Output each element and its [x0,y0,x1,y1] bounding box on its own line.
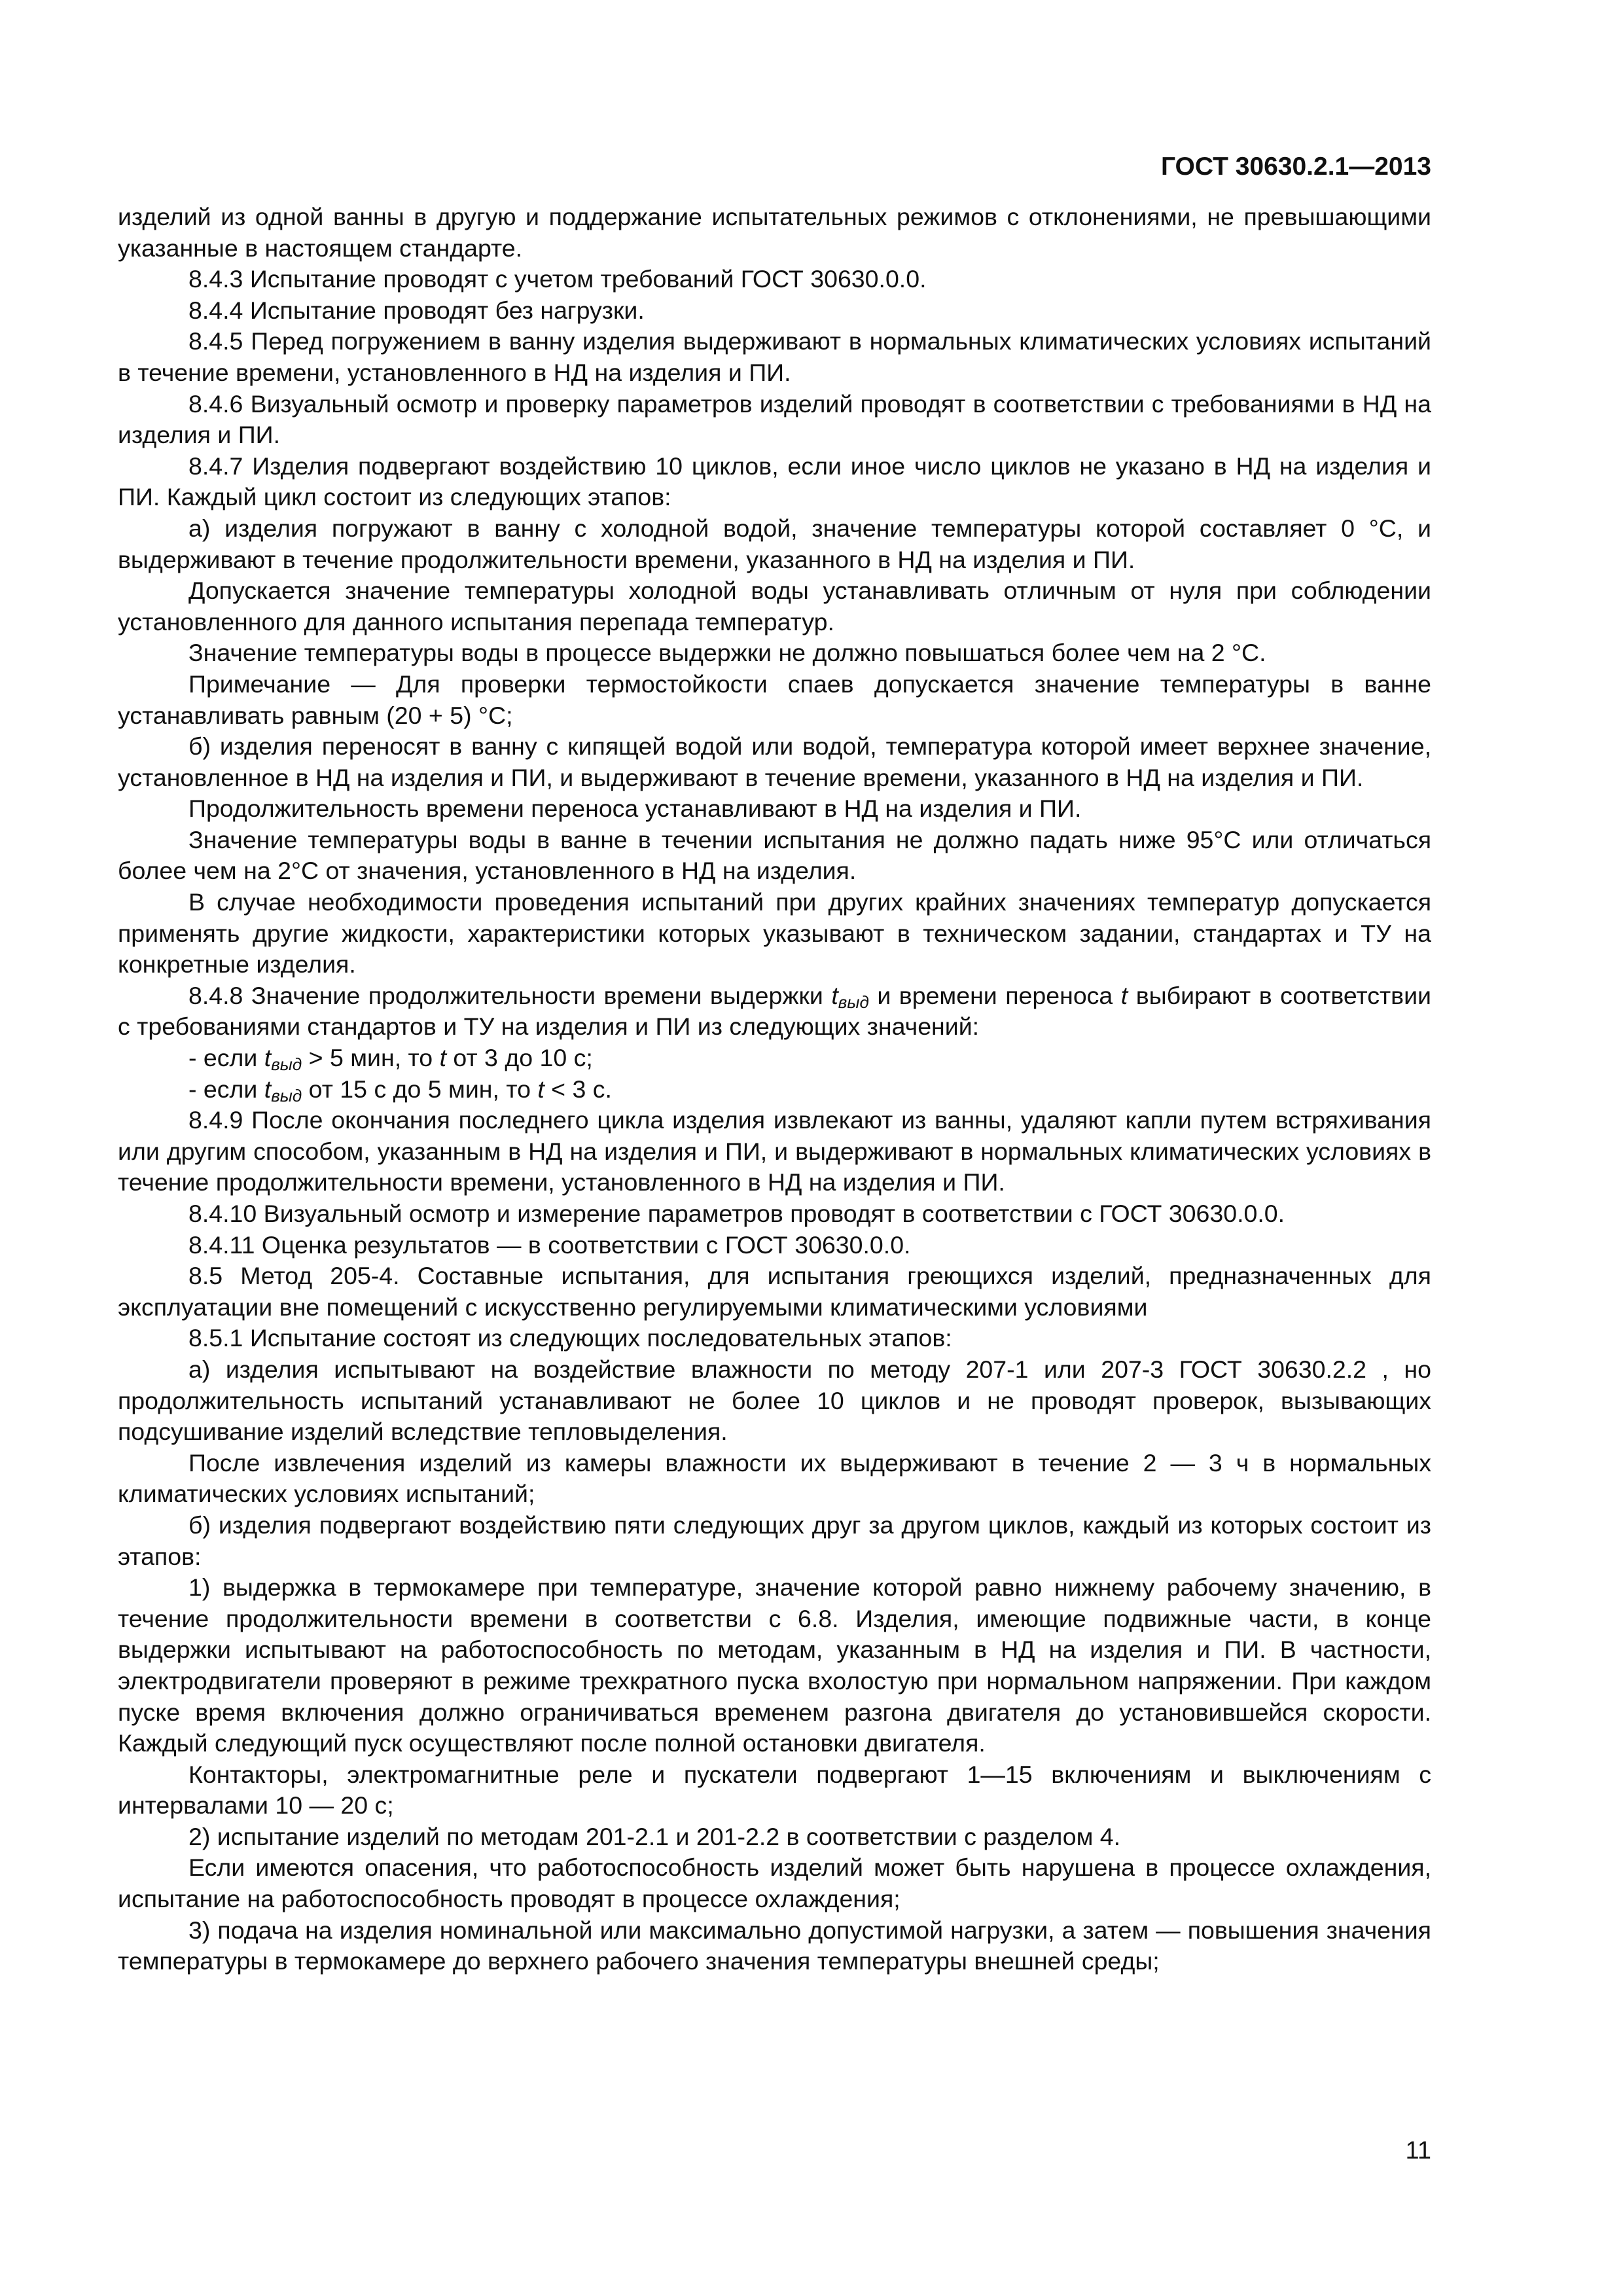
text-segment: и времени переноса [868,981,1121,1009]
variable-t: t [439,1044,447,1072]
paragraph: 2) испытание изделий по методам 201-2.1 и 201-2.2 в соответствии с разделом 4. [188,1822,1121,1850]
paragraph: Значение температуры воды в ванне в течении испытания не должно падать ниже 95°С или отличаться более чем на 2°С от значения, установленного в НД на изделия. [118,825,1431,885]
paragraph: 8.5 Метод 205-4. Составные испытания, для испытания греющихся изделий, предназначенных для эксплуатации вне помещений с искусственно регулируемыми климатическими условиями [118,1262,1431,1321]
paragraph: После извлечения изделий из камеры влажности их выдерживают в течение 2 — 3 ч в нормальных климатических условиях испытаний; [118,1448,1431,1508]
variable-t: t [537,1075,544,1103]
paragraph: 8.4.11 Оценка результатов — в соответствии с ГОСТ 30630.0.0. [188,1230,911,1259]
paragraph: Контакторы, электромагнитные реле и пускатели подвергают 1—15 включениям и выключениям с интервалами 10 — 20 с; [118,1760,1431,1820]
paragraph: изделий из одной ванны в другую и поддержание испытательных режимов с отклонениями, не превышающими указанные в настоящем стандарте. [118,203,1431,262]
paragraph: 1) выдержка в термокамере при температуре, значение которой равно нижнему рабочему значению, в течение продолжительности времени в соответстви с 6.8. Изделия, имеющие подвижные части, в конце выдержки испытывают на работоспособность по методам, указанным в НД на изделия и ПИ. В частности, электродвигатели проверяют в режиме трехкратного пуска вхолостую при нормальном напряжении. При каждом пуске время включения должно ограничиваться временем разгона двигателя до установившейся скорости. Каждый следующий пуск осуществляют после полной остановки двигателя. [118,1573,1431,1757]
paragraph-group-2 [118,1105,1431,1977]
paragraph: Примечание — Для проверки термостойкости спаев допускается значение температуры в ванне устанавливать равным (20 + 5) °С; [118,670,1431,729]
paragraph: В случае необходимости проведения испытаний при других крайних значениях температур допускается применять другие жидкости, характеристики которых указывают в техническом задании, стандартах и ТУ на конкретные изделия. [118,888,1431,978]
paragraph: Если имеются опасения, что работоспособность изделий может быть нарушена в процессе охлаждения, испытание на работоспособность проводят в процессе охлаждения; [118,1854,1431,1913]
paragraph: 8.4.5 Перед погружением в ванну изделия выдерживают в нормальных климатических условиях испытаний в течение времени, установленного в НД на изделия и ПИ. [118,327,1431,386]
paragraph: 8.4.6 Визуальный осмотр и проверку параметров изделий проводят в соответствии с требованиями в НД на изделия и ПИ. [118,389,1431,449]
paragraph-8-4-8 [118,980,1431,1043]
document-header: ГОСТ 30630.2.1—2013 [1160,152,1431,181]
text-segment: - если [188,1044,264,1072]
paragraph: 8.5.1 Испытание состоят из следующих последовательных этапов: [188,1324,952,1352]
page-number: 11 [1405,2137,1431,2164]
subscript-vyd: выд [271,1054,302,1075]
paragraph: Значение температуры воды в процессе выдержки не должно повышаться более чем на 2 °С. [188,639,1266,667]
text-segment: > 5 мин, то [302,1044,440,1072]
paragraph: б) изделия подвергают воздействию пяти следующих друг за другом циклов, каждый из которых состоит из этапов: [118,1511,1431,1570]
text-segment: от 3 до 10 с; [446,1044,593,1072]
variable-t: t [264,1075,272,1103]
text-segment: < 3 с. [544,1075,612,1103]
subscript-vyd: выд [271,1085,302,1105]
paragraph: 8.4.7 Изделия подвергают воздействию 10 циклов, если иное число циклов не указано в НД на изделия и ПИ. Каждый цикл состоит из следующих этапов: [118,452,1431,511]
paragraph: 8.4.9 После окончания последнего цикла изделия извлекают из ванны, удаляют капли путем встряхивания или другим способом, указанным в НД на изделия и ПИ, и выдерживают в нормальных климатических условиях в течение продолжительности времени, установленного в НД на изделия и ПИ. [118,1106,1431,1196]
variable-t: t [264,1044,272,1072]
text-segment: - если [188,1075,264,1103]
paragraph: 3) подача на изделия номинальной или максимально допустимой нагрузки, а затем — повышения значения температуры в термокамере до верхнего рабочего значения температуры внешней среды; [118,1916,1431,1975]
text-segment: от 15 с до 5 мин, то [302,1075,538,1103]
paragraph: Продолжительность времени переноса устанавливают в НД на изделия и ПИ. [188,795,1082,823]
paragraph: 8.4.4 Испытание проводят без нагрузки. [188,296,645,324]
paragraph: б) изделия переносят в ванну с кипящей водой или водой, температура которой имеет верхнее значение, установленное в НД на изделия и ПИ, и выдерживают в течение времени, указанного в НД на изделия и ПИ. [118,732,1431,791]
text-segment: выбирают в соответствии с требованиями стандартов и ТУ на изделия и ПИ из следующих значений: [118,981,1431,1041]
paragraph: а) изделия испытывают на воздействие влажности по методу 207-1 или 207-3 ГОСТ 30630.2.2 , но продолжительность испытаний устанавливают не более 10 циклов и не проводят проверок, вызывающих подсушивание изделий вследствие тепловыделения. [118,1355,1431,1446]
paragraph-group-1 [118,202,1431,980]
subscript-vyd: выд [838,992,869,1012]
list-item-a [118,1043,1431,1074]
paragraph: а) изделия погружают в ванну с холодной водой, значение температуры которой составляет 0 °С, и выдерживают в течение продолжительности времени, указанного в НД на изделия и ПИ. [118,514,1431,573]
paragraph: 8.4.10 Визуальный осмотр и измерение параметров проводят в соответствии с ГОСТ 30630.0.0. [188,1200,1285,1227]
paragraph: Допускается значение температуры холодной воды устанавливать отличным от нуля при соблюдении установленного для данного испытания перепада температур. [118,577,1431,636]
variable-t: t [831,981,838,1009]
document-body [118,202,1431,1977]
list-item-b [118,1074,1431,1105]
paragraph: 8.4.3 Испытание проводят с учетом требований ГОСТ 30630.0.0. [188,265,927,293]
text-segment: 8.4.8 Значение продолжительности времени выдержки [188,981,832,1009]
variable-t: t [1120,981,1128,1009]
